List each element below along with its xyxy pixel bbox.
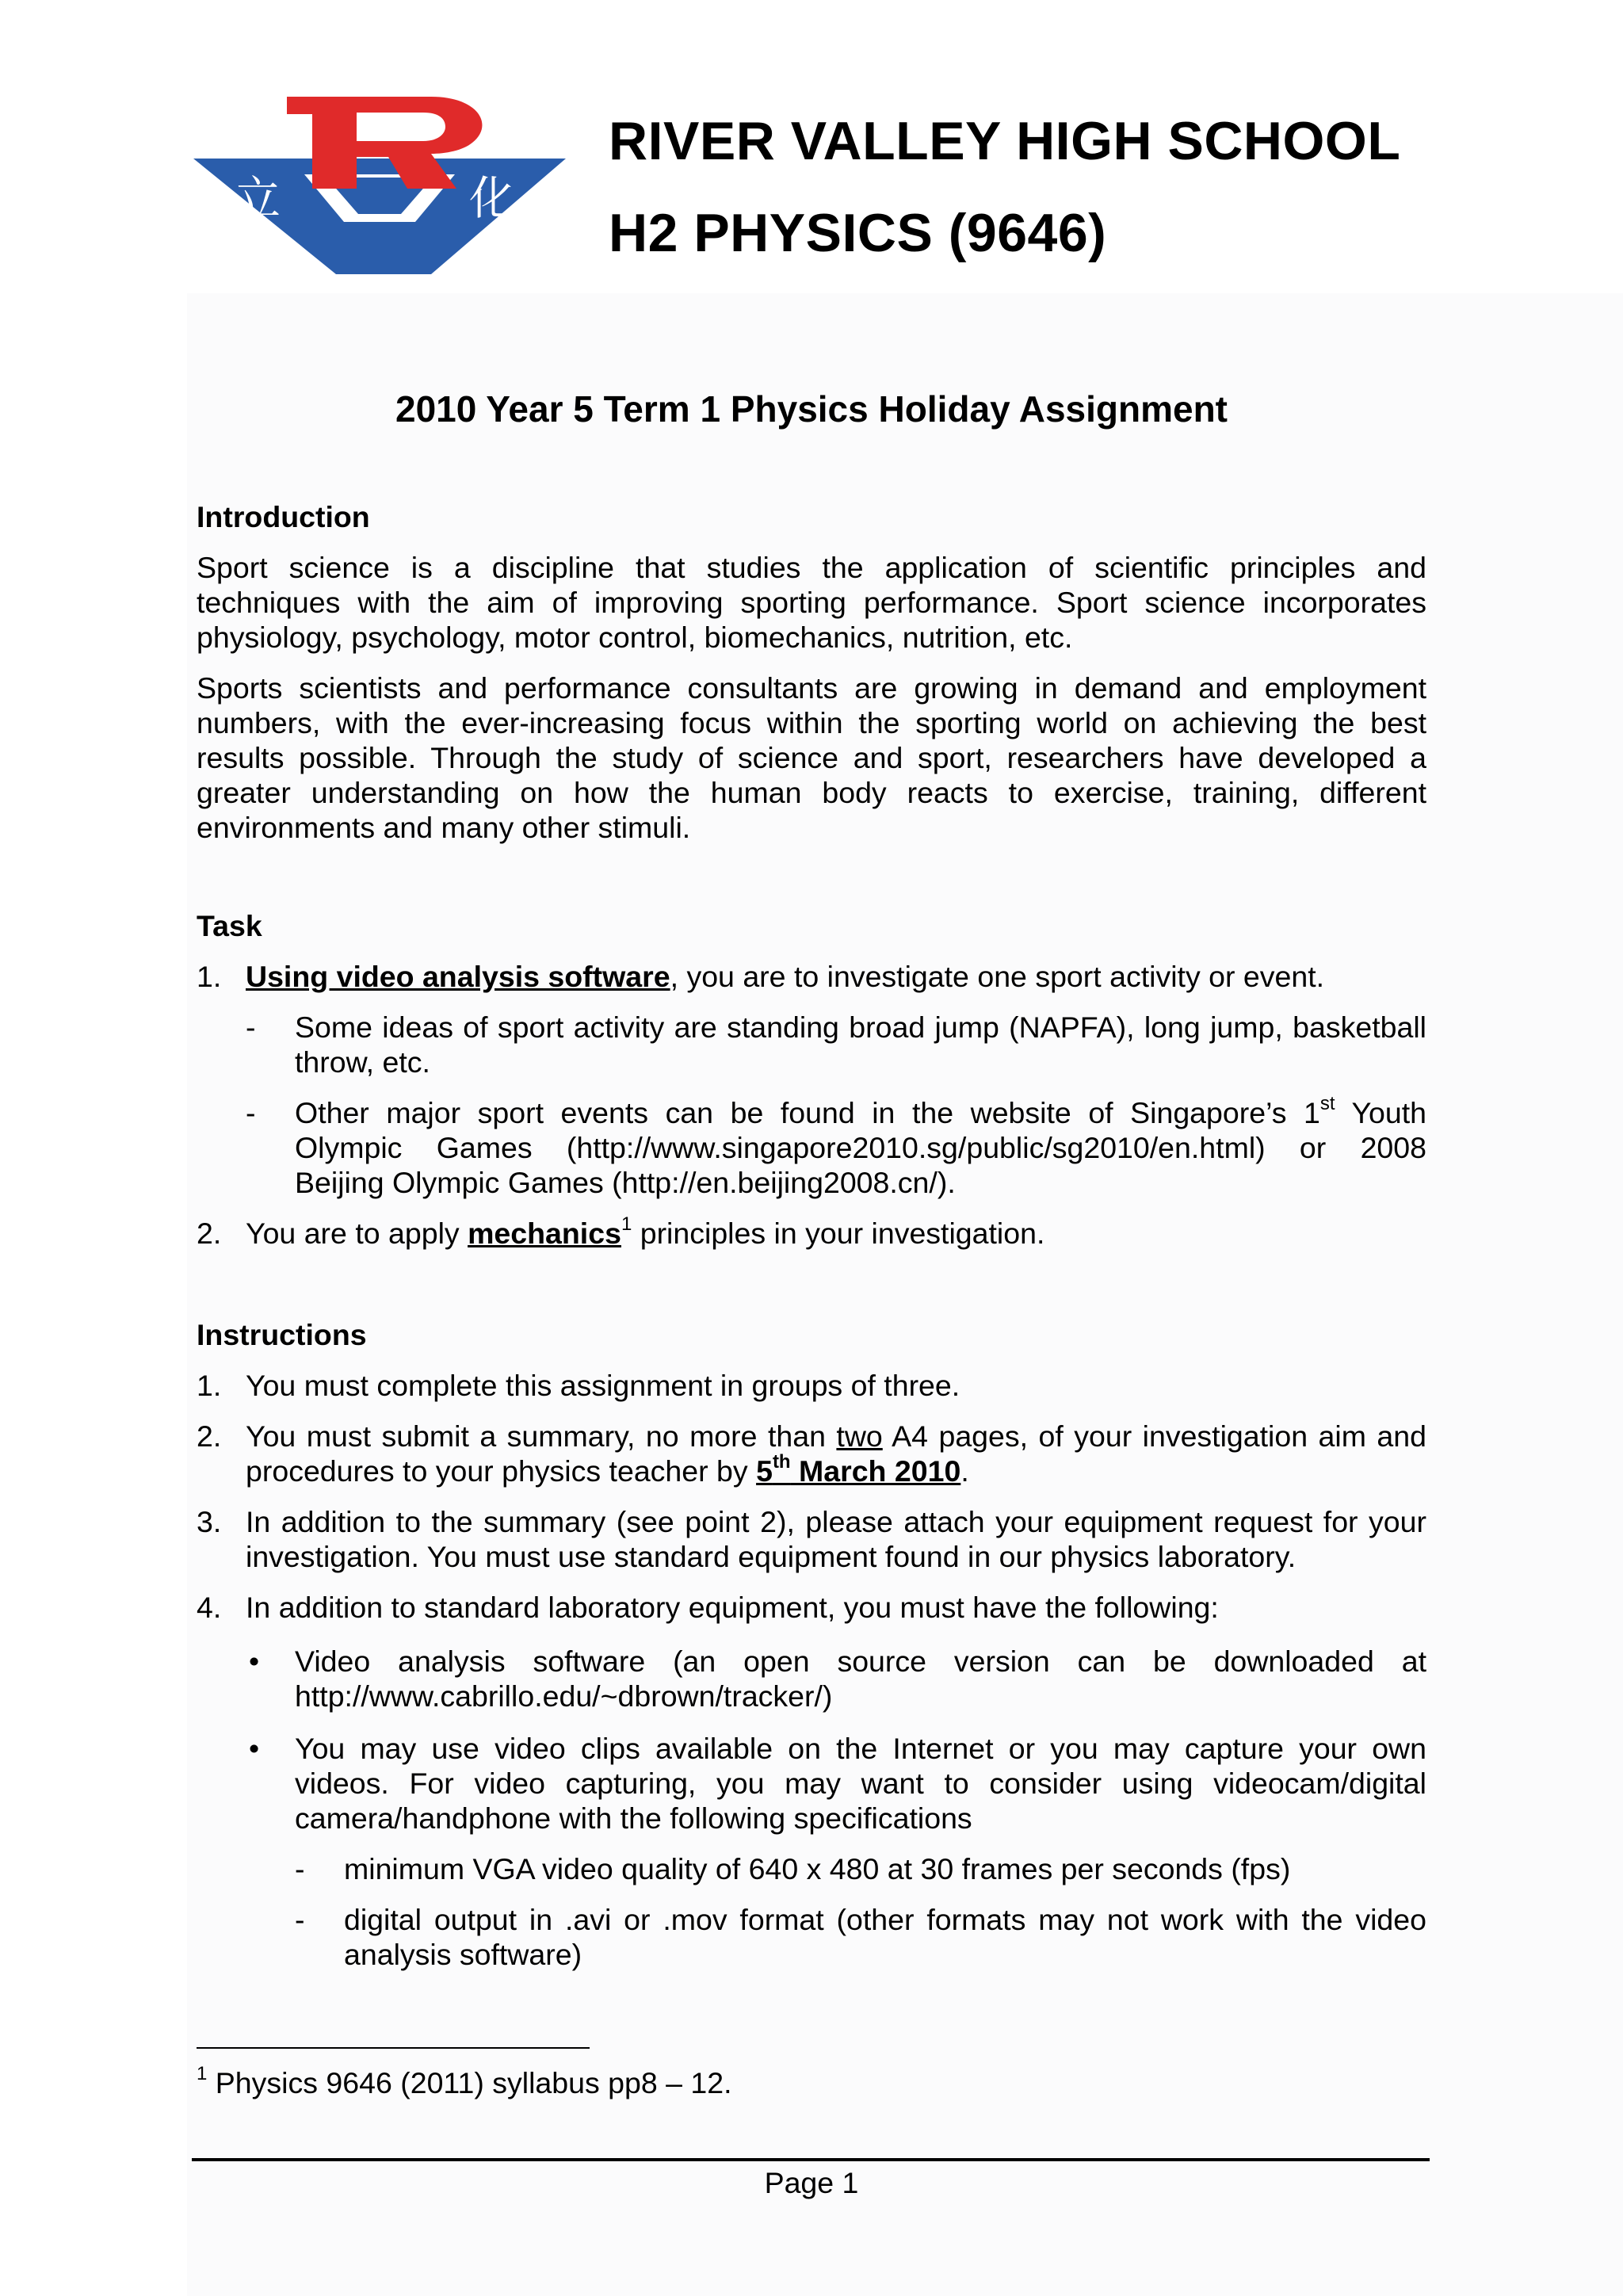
intro-p1-line: physiology, psychology, motor control, biomechanics, nutrition, etc.	[197, 621, 1073, 654]
superscript-st: st	[1319, 1092, 1335, 1114]
spec-2-marker: -	[295, 1903, 305, 1936]
rvhs-logo-icon	[193, 95, 574, 274]
course-title: H2 PHYSICS (9646)	[609, 203, 1107, 263]
instr-bullet-1-line: http://www.cabrillo.edu/~dbrown/tracker/)	[295, 1679, 833, 1713]
document-title: 2010 Year 5 Term 1 Physics Holiday Assignment	[395, 388, 1228, 430]
instr-item-2-line	[246, 1419, 1426, 1454]
task-item-2-text: principles in your investigation.	[632, 1217, 1045, 1250]
bullet-icon: •	[249, 1732, 260, 1765]
intro-p2-line: environments and many other stimuli.	[197, 811, 691, 844]
task-sub-2-line: Beijing Olympic Games (http://en.beijing2008.cn/).	[295, 1166, 956, 1199]
footnote-mark: 1	[197, 2062, 208, 2084]
task-sub-2-text: Other major sport events can be found in the website of Singapore’s 1	[295, 1096, 1320, 1129]
instr-item-2-number: 2.	[197, 1419, 222, 1453]
instr-item-3	[246, 1504, 1426, 1574]
instr-item-2-text: .	[960, 1454, 969, 1488]
instr-item-3-number: 3.	[197, 1505, 222, 1538]
instr-item-4: In addition to standard laboratory equipment, you must have the following:	[246, 1591, 1219, 1624]
instr-bullet-2-line: camera/handphone with the following specifications	[295, 1801, 972, 1835]
task-sub-2-text: Youth	[1335, 1096, 1426, 1129]
footnote	[197, 2062, 732, 2100]
intro-p2-line: results possible. Through the study of science and sport, researchers have developed a	[197, 741, 1426, 774]
school-name: RIVER VALLEY HIGH SCHOOL	[609, 111, 1401, 171]
footnote-text: Physics 9646 (2011) syllabus pp8 – 12.	[207, 2066, 732, 2099]
instr-bullet-2	[295, 1731, 1426, 1836]
task-item-2-text: You are to apply	[246, 1217, 468, 1250]
spec-2	[344, 1902, 1426, 1972]
instr-item-2-text: You must submit a summary, no more than	[246, 1419, 837, 1453]
instr-item-2-text: A4 pages, of your investigation aim and	[882, 1419, 1426, 1453]
video-analysis-emphasis: Using video analysis software	[246, 960, 670, 993]
introduction-heading: Introduction	[197, 500, 370, 533]
task-sub-2-marker: -	[246, 1096, 256, 1129]
task-sub-2-line	[295, 1092, 1426, 1130]
instr-item-2-line	[246, 1450, 1426, 1488]
instructions-heading: Instructions	[197, 1318, 367, 1351]
instr-bullet-1	[295, 1644, 1426, 1713]
spec-2-line: analysis software)	[344, 1938, 582, 1971]
intro-paragraph-1	[197, 550, 1426, 655]
intro-p1-line: Sport science is a discipline that studies the application of scientific principles and	[197, 551, 1426, 584]
two-emphasis: two	[836, 1419, 883, 1453]
intro-p1-line: techniques with the aim of improving sporting performance. Sport science incorporates	[197, 586, 1426, 619]
bullet-icon: •	[249, 1645, 260, 1678]
mechanics-emphasis: mechanics	[468, 1217, 621, 1250]
footnote-divider	[197, 2047, 590, 2049]
instr-item-1: You must complete this assignment in groups of three.	[246, 1369, 960, 1402]
task-sub-1-marker: -	[246, 1010, 256, 1044]
instr-bullet-1-line: Video analysis software (an open source version can be downloaded at	[295, 1645, 1426, 1678]
logo-char-left: 立	[235, 171, 281, 225]
instr-item-3-line: In addition to the summary (see point 2), please attach your equipment request for your	[246, 1505, 1426, 1538]
spec-1: minimum VGA video quality of 640 x 480 at 30 frames per seconds (fps)	[344, 1852, 1291, 1885]
intro-p2-line: greater understanding on how the human body reacts to exercise, training, different	[197, 776, 1426, 809]
intro-p2-line: numbers, with the ever-increasing focus within the sporting world on achieving the best	[197, 706, 1426, 739]
instr-item-3-line: investigation. You must use standard equipment found in our physics laboratory.	[246, 1540, 1296, 1573]
task-heading: Task	[197, 909, 262, 942]
logo-char-right: 化	[469, 171, 516, 225]
deadline-month-year: March 2010	[790, 1454, 961, 1488]
superscript-th: th	[772, 1450, 791, 1473]
instr-item-2-text: procedures to your physics teacher by	[246, 1454, 757, 1488]
task-sub-1	[295, 1010, 1426, 1079]
intro-p2-line: Sports scientists and performance consultants are growing in demand and employment	[197, 671, 1426, 705]
instr-bullet-2-line: videos. For video capturing, you may want to consider using videocam/digital	[295, 1767, 1426, 1800]
instr-item-2	[246, 1419, 1426, 1488]
task-sub-1-line: Some ideas of sport activity are standing broad jump (NAPFA), long jump, basketball	[295, 1010, 1426, 1044]
page-number: Page 1	[764, 2166, 859, 2199]
instr-bullet-2-line: You may use video clips available on the Internet or you may capture your own	[295, 1732, 1426, 1765]
footer-divider	[192, 2158, 1430, 2161]
task-item-1-text: , you are to investigate one sport activity or event.	[670, 960, 1325, 993]
footnote-ref: 1	[621, 1213, 632, 1235]
task-item-2	[246, 1213, 1426, 1251]
task-sub-2-line: Olympic Games (http://www.singapore2010.sg/public/sg2010/en.html) or 2008	[295, 1131, 1426, 1164]
task-item-1	[246, 959, 1426, 994]
deadline-date	[756, 1450, 961, 1488]
instr-item-4-number: 4.	[197, 1591, 222, 1624]
spec-2-line: digital output in .avi or .mov format (other formats may not work with the video	[344, 1903, 1426, 1936]
task-item-2-number: 2.	[197, 1217, 222, 1250]
task-item-1-number: 1.	[197, 960, 222, 993]
intro-paragraph-2	[197, 670, 1426, 845]
spec-1-marker: -	[295, 1852, 305, 1885]
task-sub-2	[295, 1092, 1426, 1200]
task-sub-1-line: throw, etc.	[295, 1045, 430, 1079]
deadline-day: 5	[756, 1454, 773, 1488]
instr-item-1-number: 1.	[197, 1369, 222, 1402]
